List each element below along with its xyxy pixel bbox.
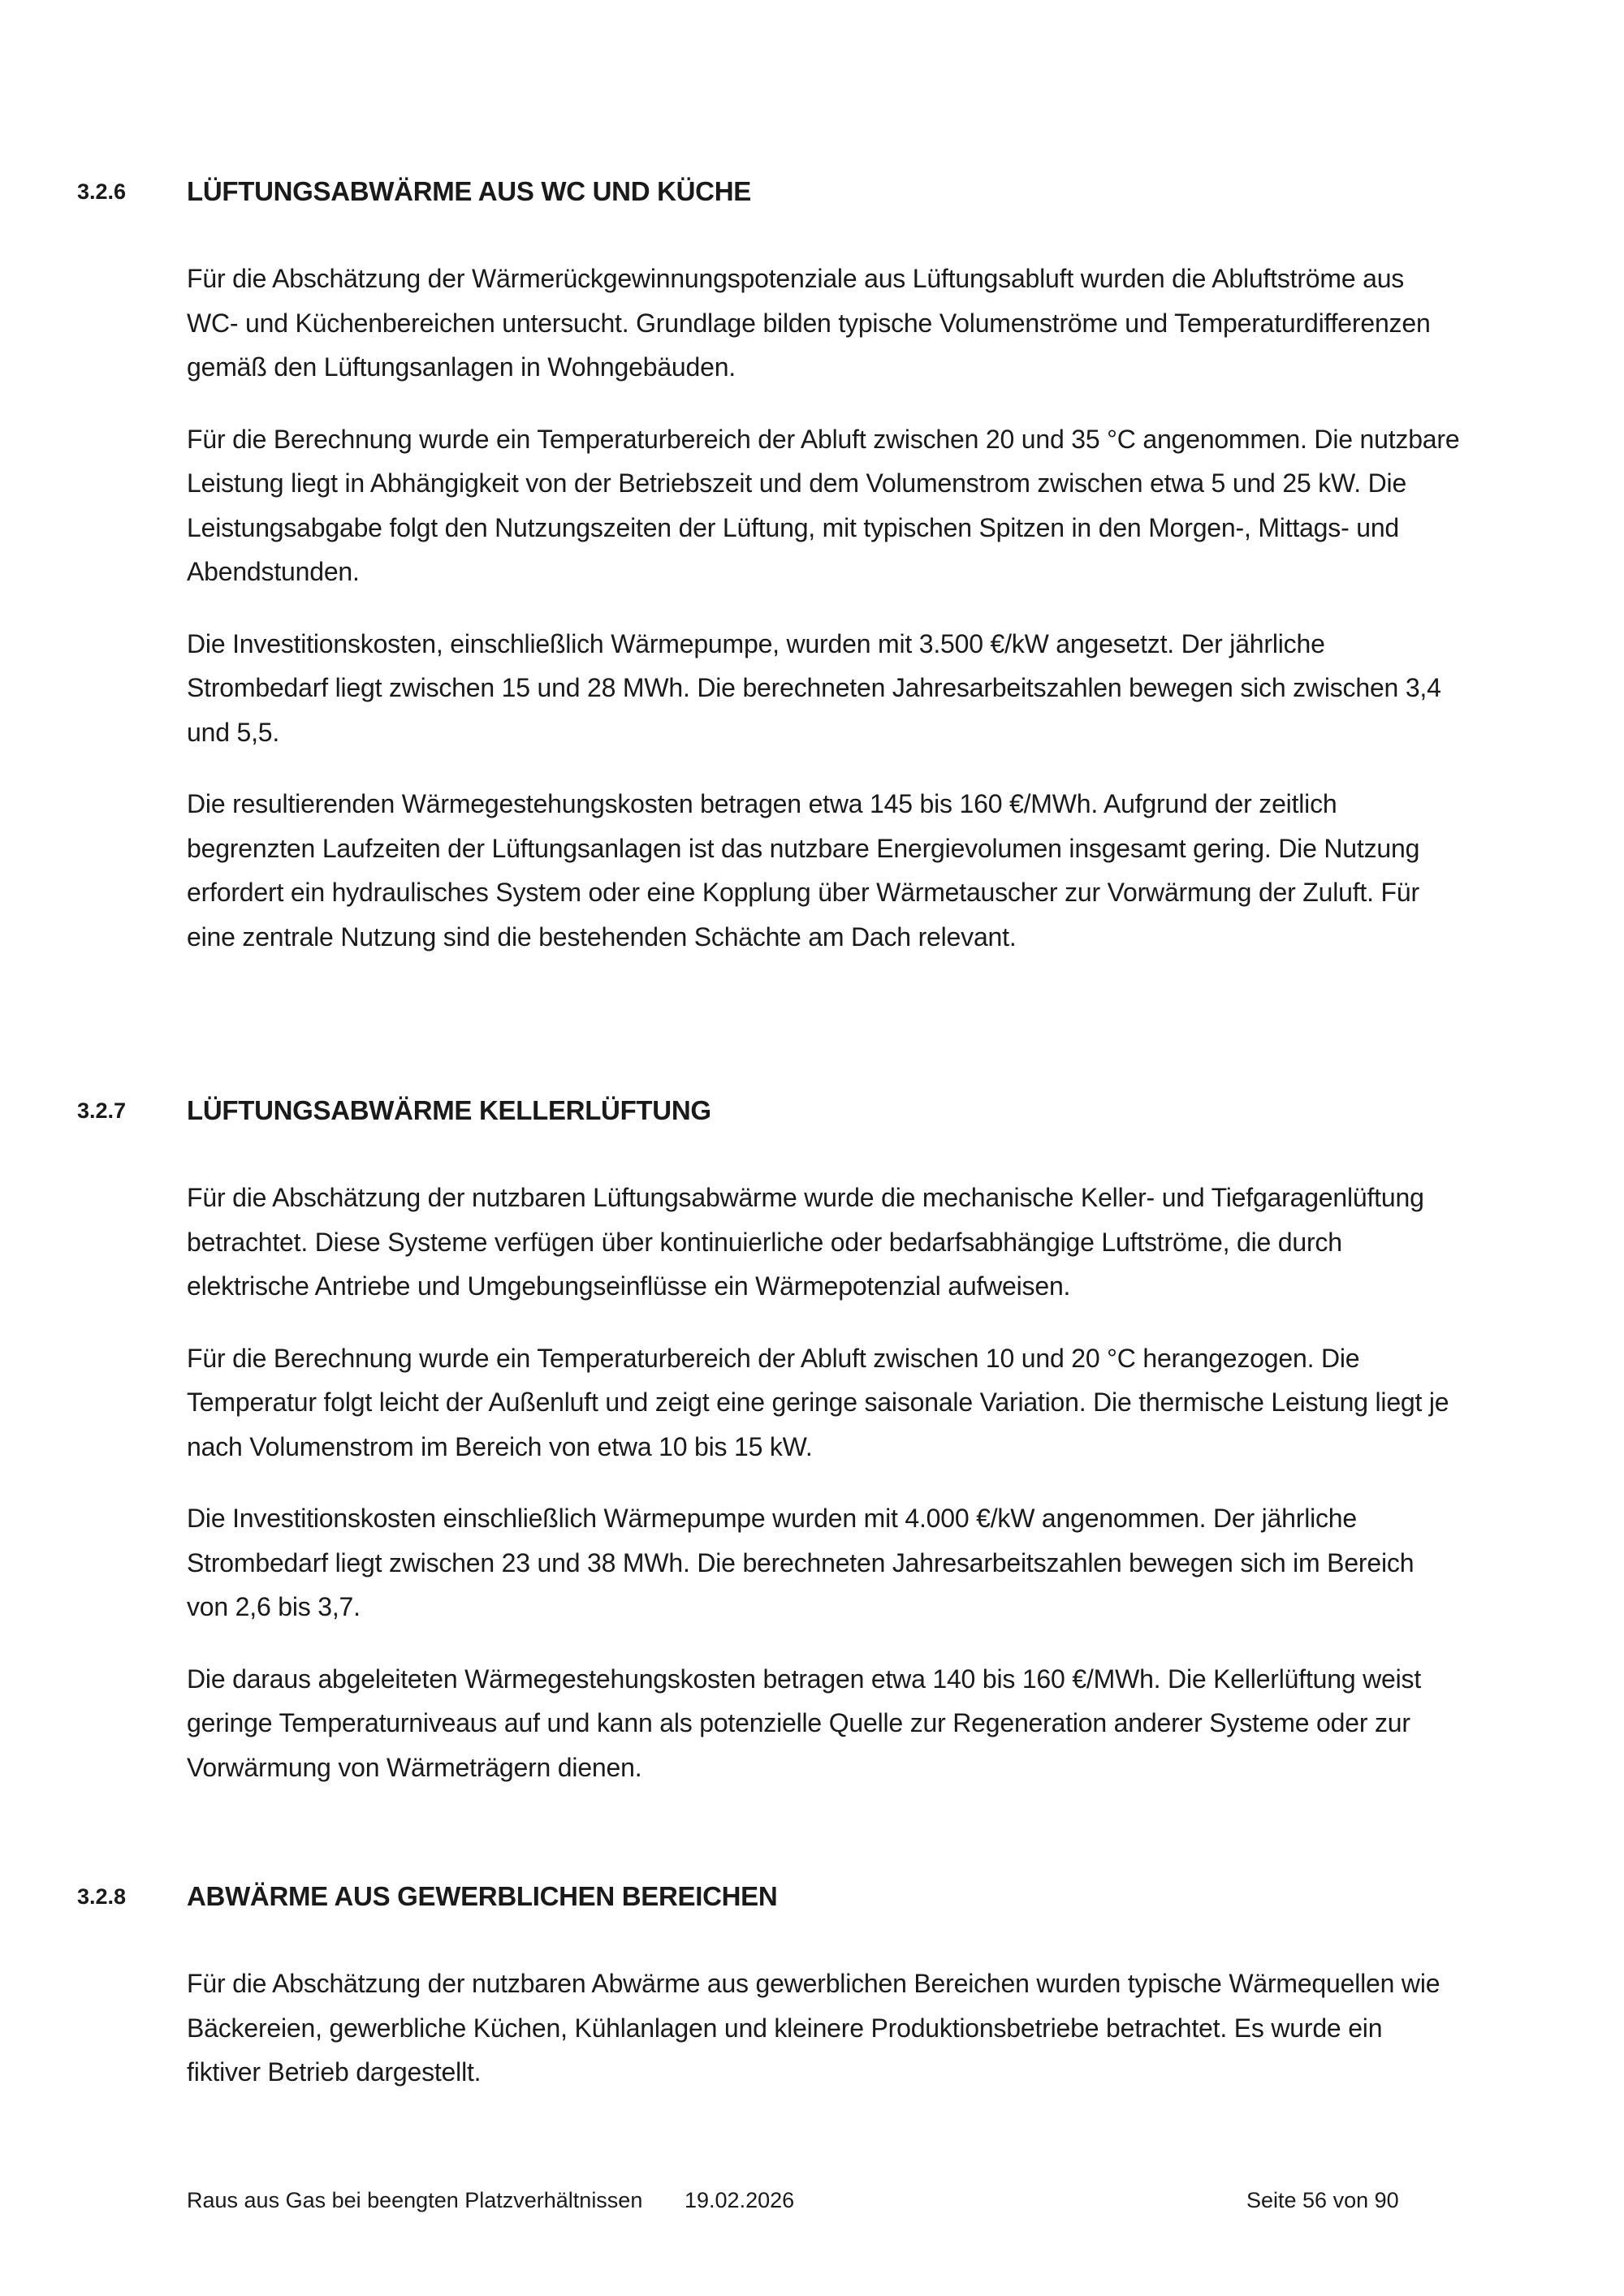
paragraph: Für die Berechnung wurde ein Temperaturbereich der Abluft zwischen 10 und 20 °C herangezogen. Die Temperatur folgt leicht der Außenluft und zeigt eine geringe saisonale Variation. Die thermische Leistung liegt je nach Volumenstrom im Bereich von etwa 10 bis 15 kW. — [187, 1343, 1449, 1461]
section-title: LÜFTUNGSABWÄRME KELLERLÜFTUNG — [187, 1095, 711, 1125]
page-footer — [0, 2184, 1624, 2216]
section-heading — [0, 167, 1624, 216]
section-heading — [0, 1086, 1624, 1135]
footer-page-number: Seite 56 von 90 — [1246, 2188, 1399, 2212]
section-number: 3.2.8 — [77, 1884, 127, 1909]
section-3-2-6 — [0, 167, 1624, 986]
section-3-2-8 — [0, 1872, 1624, 2122]
paragraph: Für die Abschätzung der Wärmerückgewinnungspotenziale aus Lüftungsabluft wurden die Abluftströme aus WC- und Küchenbereichen untersucht. Grundlage bilden typische Volumenströme und Temperaturdifferenzen gemäß den Lüftungsanlagen in Wohngebäuden. — [187, 264, 1431, 382]
footer-document-title: Raus aus Gas bei beengten Platzverhältnissen — [187, 2188, 643, 2212]
paragraph: Die Investitionskosten, einschließlich Wärmepumpe, wurden mit 3.500 €/kW angesetzt. Der jährliche Strombedarf liegt zwischen 15 und 28 MWh. Die berechneten Jahresarbeitszahlen bewegen sich zwischen 3,4 und 5,5. — [187, 628, 1441, 747]
footer-date: 19.02.2026 — [685, 2188, 795, 2212]
section-number: 3.2.7 — [77, 1098, 127, 1123]
section-3-2-7 — [0, 1086, 1624, 1817]
paragraph: Die Investitionskosten einschließlich Wärmepumpe wurden mit 4.000 €/kW angenommen. Der jährliche Strombedarf liegt zwischen 23 und 38 MWh. Die berechneten Jahresarbeitszahlen bewegen sich im Bereich von 2,6 bis 3,7. — [187, 1504, 1415, 1621]
section-heading — [0, 1872, 1624, 1921]
section-title: LÜFTUNGSABWÄRME AUS WC UND KÜCHE — [187, 176, 751, 206]
section-number: 3.2.6 — [77, 179, 127, 204]
section-title: ABWÄRME AUS GEWERBLICHEN BEREICHEN — [187, 1881, 778, 1911]
paragraph: Für die Abschätzung der nutzbaren Abwärme aus gewerblichen Bereichen wurden typische Wärmequellen wie Bäckereien, gewerbliche Küchen, Kühlanlagen und kleinere Produktionsbetriebe betrachtet. Es wurde ein fiktiver Betrieb dargestellt. — [187, 1969, 1440, 2087]
paragraph: Die daraus abgeleiteten Wärmegestehungskosten betragen etwa 140 bis 160 €/MWh. Die Kellerlüftung weist geringe Temperaturniveaus auf und kann als potenzielle Quelle zur Regeneration anderer Systeme oder zur Vorwärmung von Wärmeträgern dienen. — [187, 1664, 1422, 1782]
paragraph: Die resultierenden Wärmegestehungskosten betragen etwa 145 bis 160 €/MWh. Aufgrund der zeitlich begrenzten Laufzeiten der Lüftungsanlagen ist das nutzbare Energievolumen insgesamt gering. Die Nutzung erfordert ein hydraulisches System oder eine Kopplung über Wärmetauscher zur Vorwärmung der Zuluft. Für eine zentrale Nutzung sind die bestehenden Schächte am Dach relevant. — [187, 789, 1420, 952]
paragraph: Für die Abschätzung der nutzbaren Lüftungsabwärme wurde die mechanische Keller- und Tiefgaragenlüftung betrachtet. Diese Systeme verfügen über kontinuierliche oder bedarfsabhängige Luftströme, die durch elektrische Antriebe und Umgebungseinflüsse ein Wärmepotenzial aufweisen. — [187, 1183, 1424, 1301]
paragraph: Für die Berechnung wurde ein Temperaturbereich der Abluft zwischen 20 und 35 °C angenommen. Die nutzbare Leistung liegt in Abhängigkeit von der Betriebszeit und dem Volumenstrom zwischen etwa 5 und 25 kW. Die Leistungsabgabe folgt den Nutzungszeiten der Lüftung, mit typischen Spitzen in den Morgen-, Mittags- und Abendstunden. — [187, 424, 1460, 586]
